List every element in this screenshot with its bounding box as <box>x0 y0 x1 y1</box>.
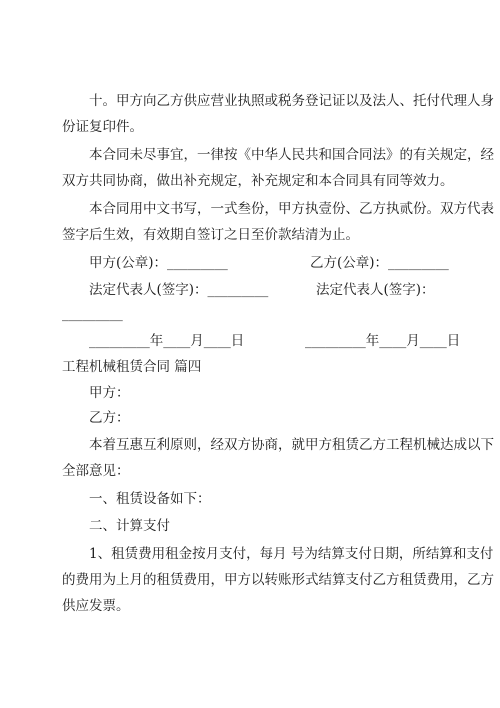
clause-1-line-3: 供应发票。 <box>62 598 130 614</box>
party-b-date: _________年____月____日 <box>305 333 461 349</box>
contract-title: 工程机械租赁合同 篇四 <box>62 359 202 375</box>
clause-10-line-2: 份证复印件。 <box>62 119 143 135</box>
intro-line-2: 全部意见： <box>62 463 130 479</box>
clause-1-line-2: 的费用为上月的租赁费用，甲方以转账形式结算支付乙方租赁费用，乙方 <box>62 572 494 588</box>
clause-10-line-1: 十。甲方向乙方供应营业执照或税务登记证以及法人、托付代理人身 <box>89 93 494 109</box>
section-2-heading: 二、计算支付 <box>89 518 170 534</box>
party-a-date: _________年____月____日 <box>89 333 245 349</box>
party-b-label: 乙方： <box>89 410 130 426</box>
party-a-label: 甲方： <box>89 385 130 401</box>
unfinished-matters-line-1: 本合同未尽事宜，一律按《中华人民共和国合同法》的有关规定，经 <box>89 147 494 163</box>
clause-1-line-1: 1、租赁费用租金按月支付，每月 号为结算支付日期，所结算和支付 <box>89 546 494 562</box>
party-b-legal-rep: 法定代表人(签字)： <box>316 282 435 298</box>
party-b-legal-rep-blank: _________ <box>62 306 123 322</box>
section-1-heading: 一、租赁设备如下： <box>89 491 211 507</box>
unfinished-matters-line-2: 双方共同协商，做出补充规定，补充规定和本合同具有同等效力。 <box>62 173 454 189</box>
party-b-seal: 乙方(公章)：_________ <box>310 255 449 271</box>
party-a-legal-rep: 法定代表人(签字)：_________ <box>89 282 269 298</box>
intro-line-1: 本着互惠互利原则，经双方协商，就甲方租赁乙方工程机械达成以下 <box>89 437 494 453</box>
language-clause-line-1: 本合同用中文书写，一式叁份，甲方执壹份、乙方执贰份。双方代表 <box>89 201 494 217</box>
party-a-seal: 甲方(公章)：_________ <box>89 255 228 271</box>
language-clause-line-2: 签字后生效，有效期自签订之日至价款结清为止。 <box>62 227 359 243</box>
